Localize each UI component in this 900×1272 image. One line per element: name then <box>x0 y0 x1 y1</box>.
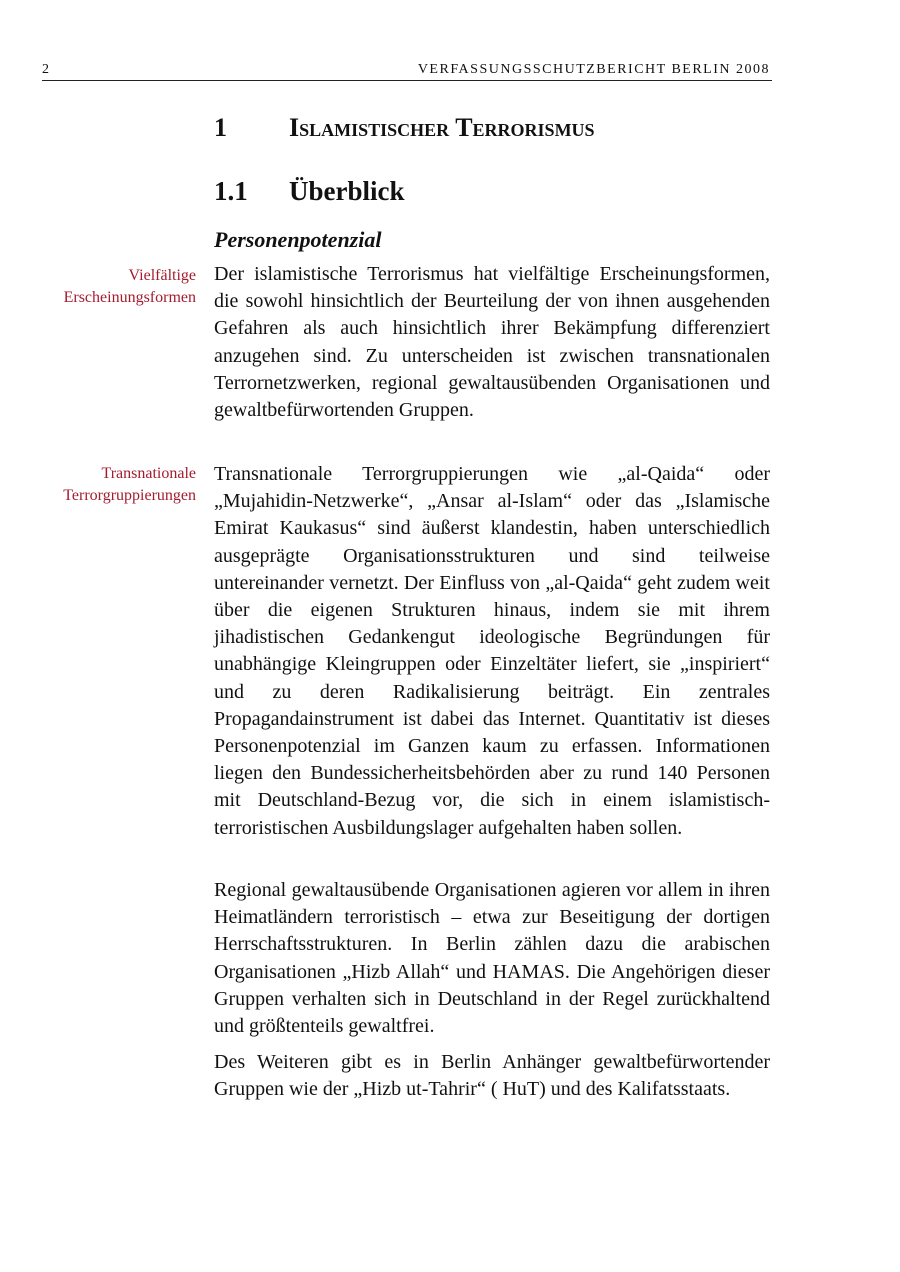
chapter-title-initial-2: T <box>455 113 473 142</box>
marginal-note-line: Vielfältige <box>128 267 196 284</box>
report-title: VERFASSUNGSSCHUTZBERICHT BERLIN 2008 <box>417 62 770 77</box>
chapter-title-initial-1: I <box>289 113 300 142</box>
body-paragraph: Transnationale Terrorgruppierungen wie „al-Qaida“ oder „Mujahidin-Netzwerke“, „Ansar al-Islam“ oder das „Islamische Emirat Kaukasus“ sind äußerst klandestin, haben unterschiedlich ausgeprägte Organisationsstrukturen und sind teilweise untereinander vernetzt. Der Einfluss von „al-Qaida“ geht zudem weit über die eigenen Strukturen hinaus, indem sie mit ihrem jihadistischen Gedankengut ideologische Begründungen für unabhängige Kleingruppen oder Einzeltäter liefert, sie „inspiriert“ und zu deren Radikalisierung beiträgt. Ein zentrales Propagandainstrument ist dabei das Internet. Quantitativ ist dieses Personenpotenzial im Ganzen kaum zu erfassen. Informationen liegen den Bundessicherheitsbehörden aber zu rund 140 Personen mit Deutschland-Bezug vor, die sich in einem islamistisch-terroristischen Ausbildungslager aufgehalten haben sollen. <box>214 463 770 839</box>
chapter-title-rest-2: errorismus <box>472 113 595 142</box>
chapter-number: 1 <box>214 113 227 142</box>
marginal-note <box>6 265 196 309</box>
chapter-title-rest-1: slamistischer <box>299 113 450 142</box>
marginal-note <box>6 463 196 507</box>
body-paragraph: Regional gewaltausübende Organisationen agieren vor allem in ihren Heimatländern terroristisch – etwa zur Beseitigung der dortigen Herrschaftsstrukturen. In Berlin zählen dazu die arabischen Organisationen „Hizb Allah“ und HAMAS. Die Angehörigen dieser Gruppen verhalten sich in Deutschland in der Regel zurückhaltend und größtenteils gewaltfrei. <box>214 879 770 1038</box>
section-number: 1.1 <box>214 176 248 206</box>
running-header <box>42 60 772 81</box>
body-paragraph: Der islamistische Terrorismus hat vielfältige Erscheinungsformen, die sowohl hinsichtlich der Beurteilung der von ihnen ausgehenden Gefahren als auch hinsichtlich ihrer Bekämpfung differenziert anzugehen sind. Zu unterscheiden ist zwischen transnationalen Terrornetzwerken, regional gewaltausübenden Organisationen und gewaltbefürwortenden Gruppen. <box>214 263 770 422</box>
page-number: 2 <box>42 62 49 77</box>
chapter-heading <box>214 108 595 148</box>
chapter-title <box>289 113 595 142</box>
body-paragraph: Des Weiteren gibt es in Berlin Anhänger gewaltbefürwortender Gruppen wie der „Hizb ut-Tahrir“ ( HuT) und des Kalifatsstaats. <box>214 1051 770 1101</box>
marginal-note-line: Terrorgruppierungen <box>63 487 196 504</box>
marginal-note-line: Transnationale <box>101 465 196 482</box>
section-title: Überblick <box>289 176 405 206</box>
subheading: Personenpotenzial <box>214 227 382 252</box>
section-heading <box>214 171 405 211</box>
marginal-note-line: Erscheinungsformen <box>63 289 196 306</box>
